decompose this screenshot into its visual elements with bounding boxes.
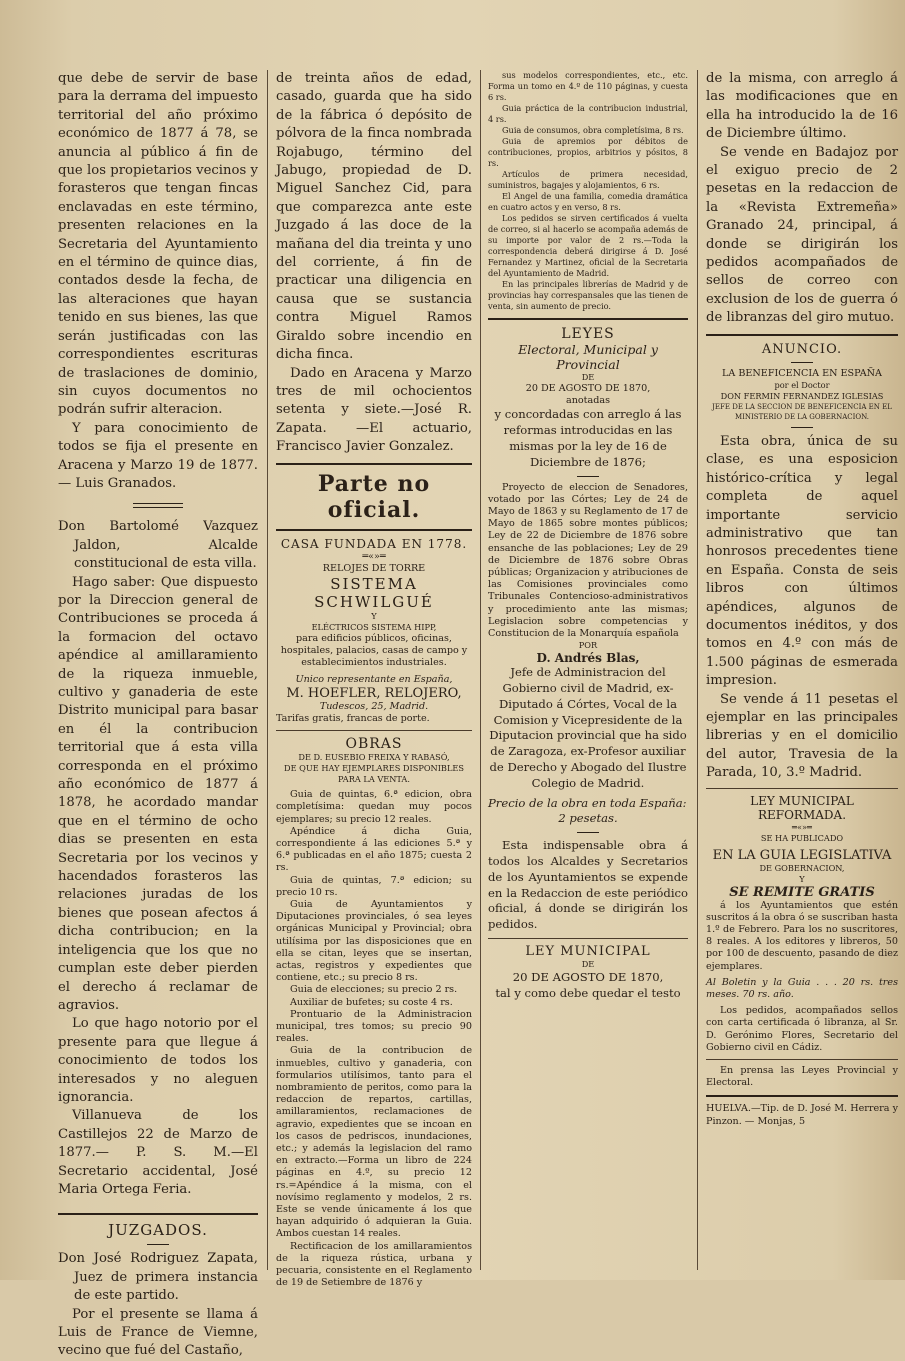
catalog-item: Rectificacion de los amillaramientos de la riqueza rústica, urbana y pecuaria, consistente en el Reglamento de 19 de Setiembre de 1876 y xyxy=(276,1240,472,1289)
orders-notice: Los pedidos se sirven certificados á vuelta de correo, si al hacerlo se acompaña además de su importe por valor de 2 rs.—Toda la correspondencia deberá dirigirse á D. José Fernandez y Martinez, oficial de la Secretaria del Ayuntamiento de Madrid. xyxy=(488,213,688,278)
imprenta-footer: HUELVA.—Tip. de D. José M. Herrera y Pinzon. — Monjas, 5 xyxy=(706,1103,898,1127)
hoefler-address: Tudescos, 25, Madrid. xyxy=(319,700,429,712)
column-rule xyxy=(697,70,698,1270)
catalog-item: Guia práctica de la contribucion industrial, 4 rs. xyxy=(488,103,688,124)
gobernacion: DE GOBERNACION, xyxy=(759,862,845,873)
leyes-contents: Proyecto de eleccion de Senadores, votado por las Córtes; Ley de 24 de Mayo de 1863 y su Reglamento de 17 de Mayo de 1865 sobre montes públicos; Ley de 22 de Diciembre de 1876 sobre ensanche de las poblaciones; Ley de 29 de Diciembre de 1876 sobre Obras públicas; Organizacion y atribuciones de las Comisiones provinciales como Tribunales Contencioso-administrativos y procedimiento ante las mismas; Legislacion sobre competencias y Constitucion de la Monarquía española xyxy=(488,481,688,640)
relojes-description: para edificios públicos, oficinas, hospitales, palacios, casas de campo y establecimientos industriales. xyxy=(280,632,468,669)
column-4 xyxy=(706,70,898,1272)
leyes-author: D. Andrés Blas, xyxy=(536,651,640,666)
leyes-date: 20 DE AGOSTO DE 1870, xyxy=(525,383,651,394)
obras-title: OBRAS xyxy=(345,736,403,753)
catalog-item: Guia de la contribucion de inmuebles, cultivo y ganaderia, con formularios utilísimos, tanto para el nombramiento de peritos, como para la redaccion de repartos, cartillas, amillaramientos, reclamaciones de agravio, expedientes que se incoan en los casos de pedriscos, inundaciones, etc.; y además la legislacion del ramo en extracto.—Forma un libro de 224 páginas en 4.º, su precio 12 rs.=Apéndice á la misma, con el novísimo reglamento y modelos, 2 rs. Este se vende únicamente á los que hayan adquirido ó adquieran la Guia. Ambos cuestan 14 reales. xyxy=(276,1045,472,1240)
column-3 xyxy=(488,70,688,1272)
catalog-item: El Angel de una familia, comedia dramática en cuatro actos y en verso, 8 rs. xyxy=(488,191,688,212)
catalog-item: Artículos de primera necesidad, suministros, bagajes y alojamientos, 6 rs. xyxy=(488,169,688,190)
edict-villanueva-signature: Villanueva de los Castillejos 22 de Marzo de 1877.— P. S. M.—El Secretario accidental, José Maria Ortega Feria. xyxy=(58,1108,258,1197)
juzgados-continuation: de treinta años de edad, casado, guarda que ha sido de la fábrica ó depósito de pólvora de la finca nombrada Rojabugo, término del Jabugo, propiedad de D. Miguel Sanchez Cid, para que comparezca ante este Juzgado á las doce de la mañana del dia treinta y uno del corriente, á fin de practicar una diligencia en causa que se sustancia contra Miguel Ramos Giraldo sobre incendio en dicha finca. xyxy=(276,71,472,363)
column-1 xyxy=(58,70,258,1359)
catalog-item: Apéndice á dicha Guia, correspondiente á las ediciones 5.ª y 6.ª publicadas en el año 1875; cuesta 2 rs. xyxy=(276,825,472,874)
conjunction: Y xyxy=(371,610,377,621)
column-2 xyxy=(276,70,472,1289)
juzgados-title: JUZGADOS. xyxy=(108,1221,208,1240)
leyes-sale-notice: Esta indispensable obra á todos los Alcaldes y Secretarios de los Ayuntamientos se expende en la Redaccion de este periódico oficial, á donde se dirigirán los pedidos. xyxy=(488,838,688,932)
ley-municipal-title: LEY MUNICIPAL xyxy=(525,943,651,959)
electricos-heading: ELÉCTRICOS SISTEMA HIPP, xyxy=(311,621,437,632)
catalog-item: Prontuario de la Administracion municipal, tres tomos; su precio 90 reales. xyxy=(276,1008,472,1045)
en-prensa: En prensa las Leyes Provincial y Electoral. xyxy=(706,1065,898,1089)
section-rule xyxy=(276,529,472,531)
edict-villanueva-heading: Don Bartolomé Vazquez Jaldon, Alcalde constitucional de esta villa. xyxy=(58,519,258,572)
column-rule xyxy=(480,70,481,1270)
bookstores-notice: En las principales librerías de Madrid y de provincias hay correspansales que las tienen de venta, sin aumento de precio. xyxy=(488,279,688,311)
catalog-item: Guia de apremios por débitos de contribuciones, propios, arbitrios y pósitos, 8 rs. xyxy=(488,136,688,168)
obras-author: DE D. EUSEBIO FREIXA Y RABASÓ, xyxy=(298,752,450,763)
leyes-title: LEYES xyxy=(561,326,615,342)
catalog-item: Guia de Ayuntamientos y Diputaciones provinciales, ó sea leyes orgánicas Municipal y Provincial; obra utilísima por las disposiciones que en ella se citan, leyes que se insertan, actas, registros y expedientes que contiene, etc.; su precio 8 rs. xyxy=(276,898,472,984)
edict-villanueva-notice: Lo que hago notorio por el presente para que llegue á conocimiento de todos los interesados y no aleguen ignorancia. xyxy=(58,1016,258,1105)
section-rule xyxy=(58,1213,258,1215)
catalog-item: Guia de elecciones; su precio 2 rs. xyxy=(290,984,458,996)
edict-aracena-text: que debe de servir de base para la derrama del impuesto territorial del año próximo económico de 1877 á 78, se anuncia al público á fin de que los propietarios vecinos y forasteros que tengan fincas enclavadas en este término, presenten relaciones en la Secretaria del Ayuntamiento en el término de quince dias, contados desde la fecha, de las alteraciones que hayan tenido en sus bienes, las que serán justificadas con las correspondientes escrituras de traslaciones de dominio, sin cuyos documentos no podrán sufrir alteracion. xyxy=(58,71,258,418)
catalog-item: Guia de quintas, 7.ª edicion; su precio 10 rs. xyxy=(276,874,472,898)
juzgados-text: Por el presente se llama á Luis de France de Viemne, vecino que fué del Castaño, xyxy=(58,1306,258,1359)
ornament: ═«»═ xyxy=(792,821,812,832)
section-rule xyxy=(706,788,898,789)
section-rule xyxy=(488,318,688,320)
casa-fundada: CASA FUNDADA EN 1778. xyxy=(280,536,468,551)
leyes-author-titles: Jefe de Administracion del Gobierno civil de Madrid, ex-Diputado á Córtes, Vocal de la Comision y Vicepresidente de la Diputacion provincial que ha sido de Zaragoza, ex-Profesor auxiliar de Derecho y Abogado del Ilustre Colegio de Madrid. xyxy=(489,665,687,790)
section-rule xyxy=(276,730,472,731)
ornament-divider xyxy=(133,503,183,508)
ley-municipal-tail: tal y como debe quedar el testo xyxy=(495,985,681,1000)
sistema-heading: SISTEMA SCHWILGUÉ xyxy=(314,574,434,611)
revista-sale: Se vende en Badajoz por el exiguo precio de 2 pesetas en la redaccion de la «Revista Extremeña» Granado 24, principal, á donde se dirigirán los pedidos acompañados de sellos de correo con exclusion de los de guerra ó de libranzas del giro mutuo. xyxy=(706,144,898,326)
ley-reformada-title: LEY MUNICIPAL REFORMADA. xyxy=(750,793,854,822)
ley-municipal-date: 20 DE AGOSTO DE 1870, xyxy=(512,969,664,984)
ornament: ═«»═ xyxy=(362,550,386,562)
revista-continuation: de la misma, con arreglo á las modificaciones que en ella ha introducido la de 16 de Diciembre último. xyxy=(706,71,898,142)
leyes-subtitle: Electoral, Municipal y Provincial xyxy=(518,342,658,372)
edict-aracena-signature: Y para conocimiento de todos se fija el presente en Aracena y Marzo 19 de 1877.— Luis Granados. xyxy=(58,420,258,491)
dash-divider xyxy=(577,832,599,833)
edict-villanueva-text: Hago saber: Que dispuesto por la Direccion general de Contribuciones se proceda á la formacion del octavo apéndice al amillaramiento de la riqueza inmueble, cultivo y ganaderia de este Distrito municipal para basar en él la contribucion territorial que á esta villa corresponda en el próximo año económico de 1877 á 1878, he acordado mandar que en el término de ocho dias se presenten en esta Secretaria por los vecinos y hacendados forasteros las relaciones juradas de los bienes que posean afectos á dicha contribucion; en la inteligencia que los que no cumplan este deber pierden el derecho á reclamar de agravios. xyxy=(58,574,258,1013)
section-rule xyxy=(706,1095,898,1097)
dash-divider xyxy=(791,427,813,428)
juzgados-date-signature: Dado en Aracena y Marzo tres de mil ochocientos setenta y siete.—José R. Zapata. —El actuario, Francisco Javier Gonzalez. xyxy=(276,365,472,455)
dash-divider xyxy=(791,362,813,363)
boletin-prices: Al Boletin y la Guia . . . 20 rs. tres meses. 70 rs. año. xyxy=(706,976,898,1001)
price-value: 2 pesetas. xyxy=(558,811,618,826)
remite-gratis: SE REMITE GRATIS xyxy=(729,884,875,900)
dash-divider xyxy=(147,1244,169,1245)
tarifas: Tarifas gratis, francas de porte. xyxy=(276,712,430,724)
relojes-heading: RELOJES DE TORRE xyxy=(322,562,426,574)
representante-label: Unico representante en España, xyxy=(295,673,453,685)
doctor-name: DON FERMIN FERNANDEZ IGLESIAS xyxy=(720,390,884,401)
beneficencia-title: LA BENEFICENCIA EN ESPAÑA xyxy=(722,367,882,379)
catalog-item: sus modelos correspondientes, etc., etc. Forma un tomo en 4.º de 110 páginas, y cuesta 6 rs. xyxy=(488,70,688,102)
catalog-item: Guia de consumos, obra completísima, 8 rs. xyxy=(502,125,684,135)
hoefler-name: M. HOEFLER, RELOJERO, xyxy=(286,685,462,701)
beneficencia-sale: Se vende á 11 pesetas el ejemplar en las principales librerias y en el domicilio del autor, Travesia de la Parada, 10, 3.º Madrid. xyxy=(706,691,898,781)
anuncio-title: ANUNCIO. xyxy=(761,341,843,357)
suscripcion-terms: á los Ayuntamientos que estén suscritos á la obra ó se suscriban hasta 1.º de Febrero. Para los no suscritores, 8 reales. A los editores y libreros, 50 por 100 de descuento, pasando de diez ejemplares. xyxy=(706,899,898,972)
conjunction: Y xyxy=(799,873,805,884)
section-rule xyxy=(488,938,688,939)
ley-municipal-de: DE xyxy=(581,958,595,969)
por-el-doctor: por el Doctor xyxy=(774,379,830,390)
pedidos-notice: Los pedidos, acompañados sellos con carta certificada ó libranza, al Sr. D. Gerónimo Flores, Secretario del Gobierno civil en Cádiz. xyxy=(706,1005,898,1053)
doctor-position: JEFE DE LA SECCION DE BENEFICENCIA EN EL MINISTERIO DE LA GOBERNACION. xyxy=(712,402,892,421)
price-label: Precio de la obra en toda España: xyxy=(488,795,687,810)
leyes-por: POR xyxy=(578,640,598,651)
column-rule xyxy=(267,70,268,1270)
juzgados-heading: Don José Rodriguez Zapata, Juez de primera instancia de este partido. xyxy=(58,1251,258,1304)
catalog-item: Auxiliar de bufetes; su coste 4 rs. xyxy=(290,996,453,1008)
parte-no-oficial-title: Parte no oficial. xyxy=(317,470,431,523)
leyes-concordance: y concordadas con arreglo á las reformas introducidas en las mismas por la ley de 16 de Diciembre de 1876; xyxy=(494,407,682,469)
catalog-item: Guia de quintas, 6.ª edicion, obra completísima: quedan muy pocos ejemplares; su precio 12 reales. xyxy=(276,789,472,825)
obras-availability: DE QUE HAY EJEMPLARES DISPONIBLES PARA LA VENTA. xyxy=(284,763,464,785)
guia-legislativa: EN LA GUIA LEGISLATIVA xyxy=(712,847,892,863)
leyes-annotated: anotadas xyxy=(565,395,611,407)
publicado-label: SE HA PUBLICADO xyxy=(760,832,844,843)
section-rule xyxy=(706,1059,898,1060)
dash-divider xyxy=(577,476,599,477)
beneficencia-description: Esta obra, única de su clase, es una esposicion histórico-crítica y legal completa de aquel importante servicio administrativo que tan honrosos precedentes tiene en España. Consta de seis libros con últimos apéndices, algunos de documentos inéditos, y dos tomos en 4.º con más de 1.500 páginas de esmerada impresion. xyxy=(706,433,898,689)
section-rule xyxy=(276,463,472,465)
section-rule xyxy=(706,334,898,336)
leyes-de: DE xyxy=(581,372,595,382)
